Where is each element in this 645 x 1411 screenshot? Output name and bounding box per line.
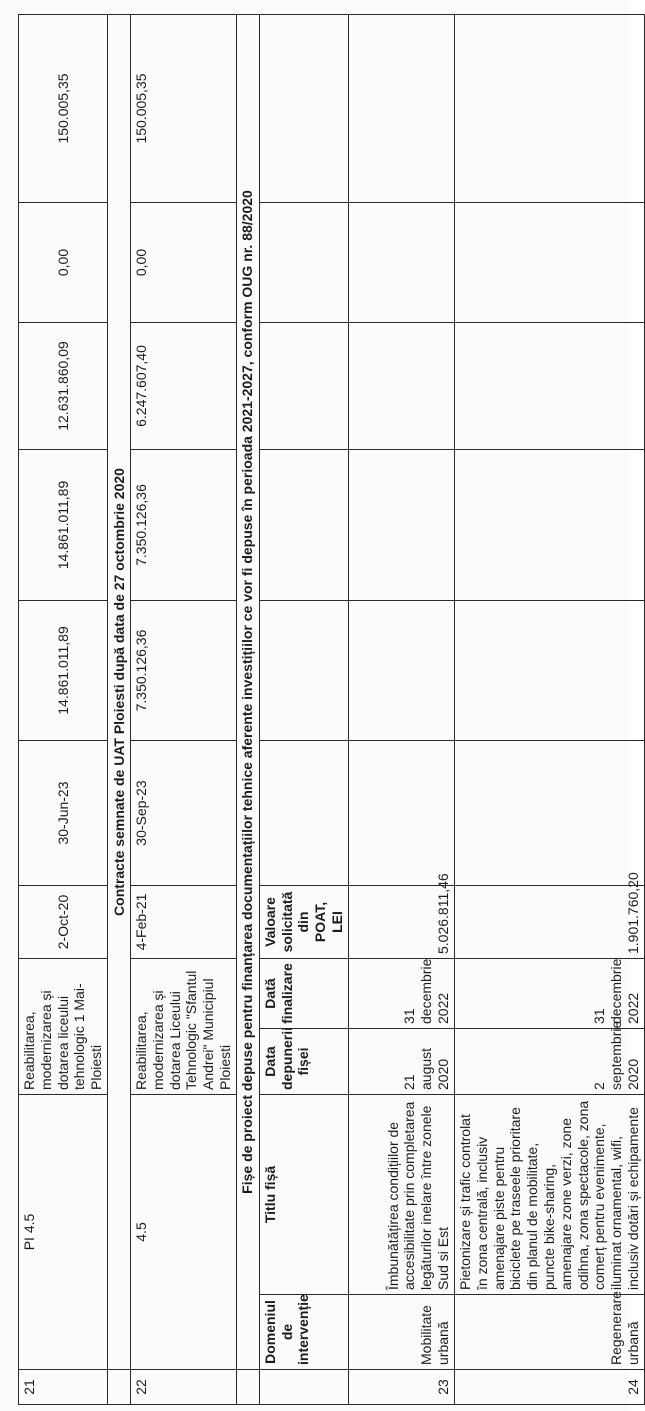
end-date: 30-Sep-23 — [130, 741, 236, 886]
project-title: Reabilitarea, modernizarea și dotarea Liceului Tehnologic "Sfantul Andrei" Municipiul Ploiesti — [130, 959, 236, 1095]
section-title-project-sheets: Fișe de proiect depuse pentru finanțarea documentațiilor tehnice aferente investițiilor ce vor fi depuse în perioada 2021-2027, conform OUG nr. 88/2020 — [236, 15, 259, 1370]
value-paid: 150.005,35 — [19, 15, 108, 203]
value-total: 14.861.011,89 — [19, 601, 108, 741]
value-fund: 6.247.607,40 — [130, 323, 236, 450]
row-number: 24 — [454, 1370, 644, 1405]
section-row — [236, 15, 259, 1405]
value-eligible: 14.861.011,89 — [19, 450, 108, 601]
completion-date: 31 decembrie 2022 — [348, 959, 454, 1029]
row-number: 23 — [348, 1370, 454, 1405]
project-code: PI 4.5 — [19, 1095, 108, 1370]
header-row — [259, 15, 348, 1405]
start-date: 2-Oct-20 — [19, 886, 108, 959]
value-total: 7.350.126,36 — [130, 601, 236, 741]
completion-date: 31 decembrie 2022 — [454, 959, 644, 1029]
column-header-requested-value: Valoare solicitată din POAT, LEI — [259, 886, 348, 959]
sheet-title: Îmbunătățirea condițiilor de accesibilitate prin completarea legăturilor inelare între zonele Sud si Est — [348, 1095, 454, 1295]
requested-value: 5.026.811,46 — [348, 886, 454, 959]
investment-table — [18, 14, 645, 1405]
section-title-contracts: Contracte semnate de UAT Ploiesti după data de 27 octombrie 2020 — [107, 15, 130, 1370]
submission-date: 21 august 2020 — [348, 1029, 454, 1095]
requested-value: 1.901.760,20 — [454, 886, 644, 959]
column-header-completion-date: Dată finalizare — [259, 959, 348, 1029]
value-paid: 150.005,35 — [130, 15, 236, 203]
value-eligible: 7.350.126,36 — [130, 450, 236, 601]
project-code: 4.5 — [130, 1095, 236, 1370]
value-fund: 12.631.860,09 — [19, 323, 108, 450]
value-other: 0,00 — [130, 203, 236, 323]
column-header-domain: Domeniul de intervenție — [259, 1295, 348, 1370]
section-row — [107, 15, 130, 1405]
table-row — [348, 15, 454, 1405]
project-title: Reabilitarea, modernizarea și dotarea liceului tehnologic 1 Mai- Ploiesti — [19, 959, 108, 1095]
table-row — [454, 15, 644, 1405]
start-date: 4-Feb-21 — [130, 886, 236, 959]
submission-date: 2 septembrie 2020 — [454, 1029, 644, 1095]
table-row — [130, 15, 236, 1405]
table-row — [19, 15, 108, 1405]
column-header-submission-date: Data depunerii fișei — [259, 1029, 348, 1095]
end-date: 30-Jun-23 — [19, 741, 108, 886]
intervention-domain: Mobilitate urbană — [348, 1295, 454, 1370]
column-header-title: Titlu fișă — [259, 1095, 348, 1295]
intervention-domain: Regenerare urbană — [454, 1295, 644, 1370]
sheet-title: Pietonizare și trafic controlat în zona centrală, inclusiv amenajare piste pentru biciclete pe traseele prioritare din planul de mobilitate, puncte bike-sharing, amenajare zone verzi, zone odihna, zona spectacole, zona comerț pentru evenimente, iluminat ornamental, wifi, inclusiv dotări și echipamente — [454, 1095, 644, 1295]
value-other: 0,00 — [19, 203, 108, 323]
row-number: 21 — [19, 1370, 108, 1405]
row-number: 22 — [130, 1370, 236, 1405]
